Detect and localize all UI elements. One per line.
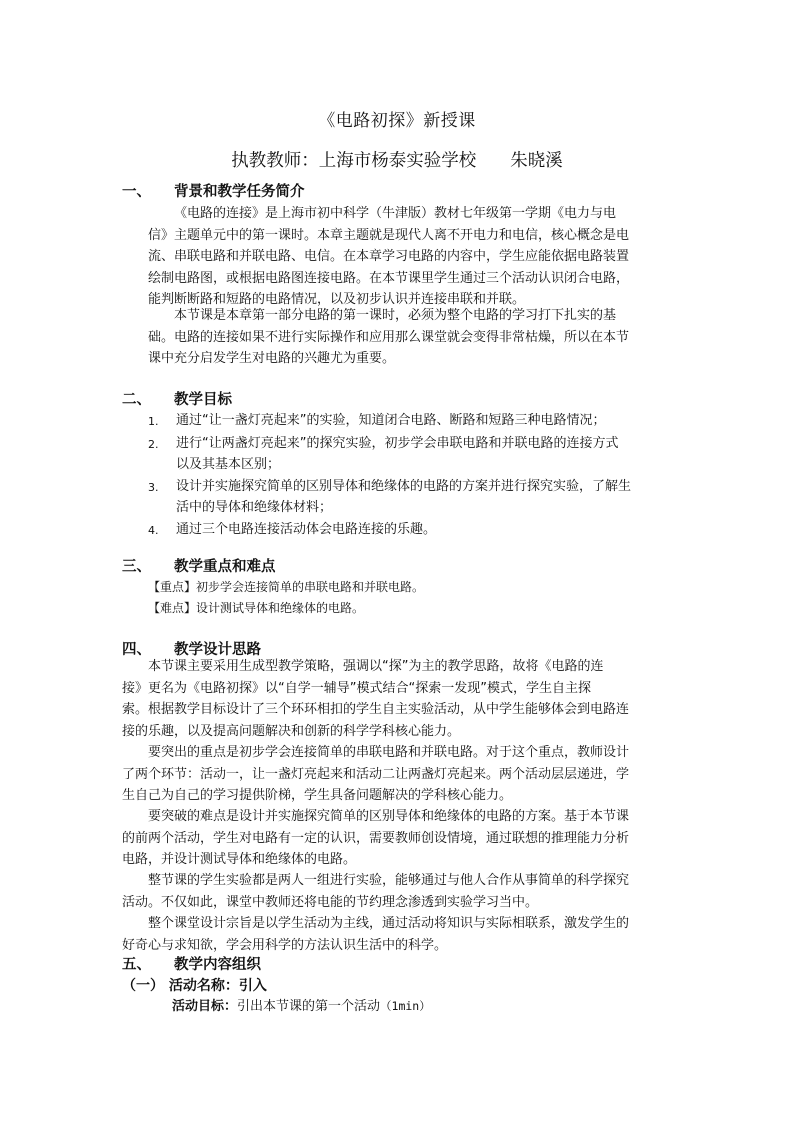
- section-3-heading: 三、 教学重点和难点: [122, 559, 276, 575]
- section-1-paragraph-2: 本节课是本章第一部分电路的第一课时，必须为整个电路的学习打下扎实的基 础。电路的连接如果不进行实际操作和应用那么课堂就会变得非常枯燥，所以在本节 课中充分启发学生对电路的兴趣尤为重要。: [148, 308, 630, 366]
- section-1-heading: 一、 背景和教学任务简介: [122, 184, 305, 200]
- teacher-name: 朱晓溪: [510, 151, 563, 171]
- section-4-paragraph-5: 整个课堂设计宗旨是以学生活动为主线，通过活动将知识与实际相联系，激发学生的 好奇心与求知欲，学会用科学的方法认识生活中的科学。: [122, 916, 630, 953]
- activity-1-goal: 活动目标：引出本节课的第一个活动（1min）: [172, 999, 431, 1014]
- section-1-paragraph-1: 《电路的连接》是上海市初中科学（牛津版）教材七年级第一学期《电力与电 信》主题单元中的第一课时。本章主题就是现代人离不开电力和电信，核心概念是电 流、串联电路和并联电路、电信。在本章学习电路的内容中，学生应能依据电路装置 绘制电路图，或根据电路图连接电路。在本节课里学生通过三个活动认识闭合电路， 能判断断路和短路的电路情况，以及初步认识并连接串联和并联。: [148, 206, 630, 307]
- key-point: 【重点】初步学会连接简单的串联电路和并联电路。: [148, 580, 425, 594]
- section-4-paragraph-2: 要突出的重点是初步学会连接简单的串联电路和并联电路。对于这个重点，教师设计 了两个环节：活动一，让一盏灯亮起来和活动二让两盏灯亮起来。两个活动层层递进，学 生自己为自己的学习提供阶梯，学生具备问题解决的学科核心能力。: [122, 745, 630, 803]
- teacher-line: [0, 147, 794, 172]
- section-4-paragraph-1: 本节课主要采用生成型教学策略，强调以“探”为主的教学思路，故将《电路的连 接》更名为《电路初探》以“自学一辅导”模式结合“探索一发现”模式，学生自主探 索。根据教学目标设计了三个环环相扣的学生自主实验活动，从中学生能够体会到电路连 接的乐趣，以及提高问题解决和创新的科学学科核心能力。: [122, 659, 630, 739]
- section-5-heading: 五、 教学内容组织: [122, 957, 261, 973]
- difficult-point: 【难点】设计测试导体和绝缘体的电路。: [148, 601, 365, 615]
- teacher-label: 执教教师：上海市杨泰实验学校: [231, 151, 477, 171]
- document-title: 《电路初探》新授课: [318, 111, 476, 131]
- section-2-heading: 二、 教学目标: [122, 392, 232, 408]
- list-item: 4. 通过三个电路连接活动体会电路连接的乐趣。: [148, 521, 437, 537]
- list-item: 2. 进行“让两盏灯亮起来”的探究实验，初步学会串联电路和并联电路的连接方式 以及其基本区别；: [148, 435, 619, 472]
- list-item: 1. 通过“让一盏灯亮起来”的实验，知道闭合电路、断路和短路三种电路情况；: [148, 413, 606, 428]
- section-4-paragraph-4: 整节课的学生实验都是两人一组进行实验，能够通过与他人合作从事简单的科学探究 活动。不仅如此，课堂中教师还将电能的节约理念渗透到实验学习当中。: [122, 873, 630, 910]
- section-4-paragraph-3: 要突破的难点是设计并实施探究简单的区别导体和绝缘体的电路的方案。基于本节课 的前两个活动，学生对电路有一定的认识，需要教师创设情境，通过联想的推理能力分析 电路，并设计测试导体和绝缘体的电路。: [122, 809, 630, 867]
- section-4-heading: 四、 教学设计思路: [122, 642, 261, 658]
- objectives-list: [148, 410, 678, 541]
- activity-1-heading: （一） 活动名称：引入: [122, 978, 267, 994]
- list-item: 3. 设计并实施探究简单的区别导体和绝缘体的电路的方案并进行探究实验，了解生 活中的导体和绝缘体材料；: [148, 478, 632, 515]
